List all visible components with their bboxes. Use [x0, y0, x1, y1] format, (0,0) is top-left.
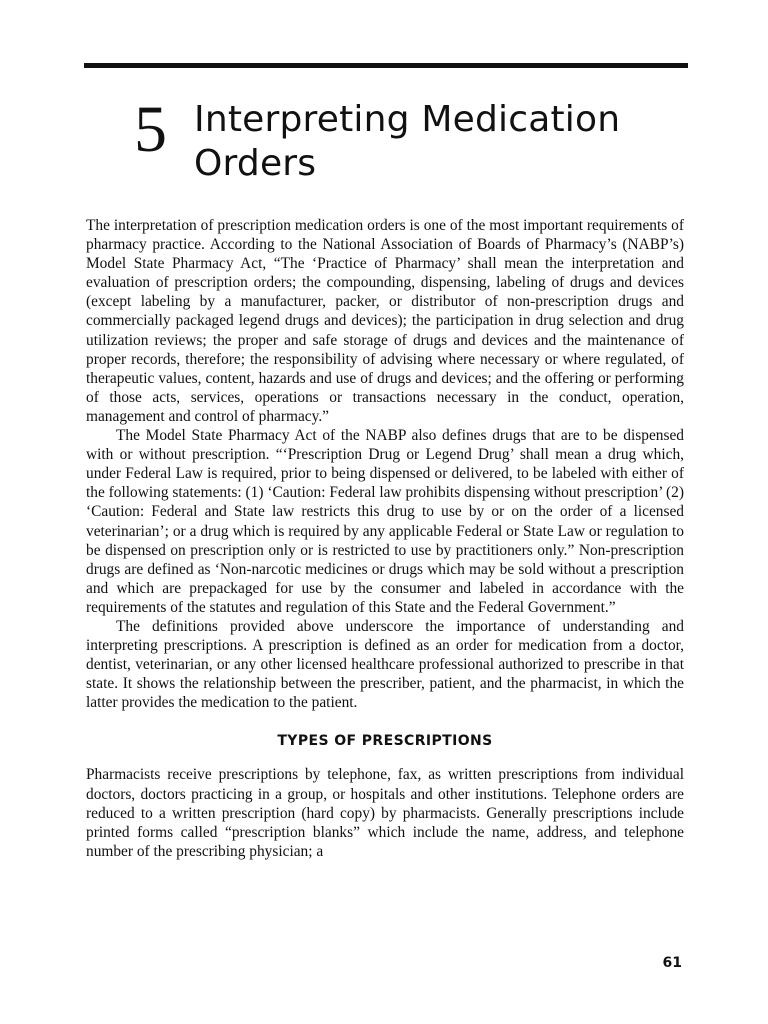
paragraph-3: The definitions provided above underscore the importance of understanding and interpreting prescriptions. A prescription is defined as an order for medication from a doctor, dentist, veterinarian, or any other licensed healthcare professional authorized to prescribe in that state. It shows the relationship between the prescriber, patient, and the pharmacist, in which the latter provides the medication to the patient. [86, 617, 684, 712]
paragraph-1: The interpretation of prescription medication orders is one of the most important requirements of pharmacy practice. According to the National Association of Boards of Pharmacy’s (NABP’s) Model State Pharmacy Act, “The ‘Practice of Pharmacy’ shall mean the interpretation and evaluation of prescription orders; the compounding, dispensing, labeling of drugs and devices (except labeling by a manufacturer, packer, or distributor of non-prescription drugs and commercially packaged legend drugs and devices); the participation in drug selection and drug utilization reviews; the proper and safe storage of drugs and devices and the maintenance of proper records, therefore; the responsibility of advising where necessary or where regulated, of therapeutic values, content, hazards and use of drugs and devices; and the offering or performing of those acts, services, operations or transactions necessary in the conduct, operation, management and control of pharmacy.” [86, 217, 684, 425]
chapter-title: Interpreting Medication Orders [194, 99, 621, 184]
paragraph-2: The Model State Pharmacy Act of the NABP also defines drugs that are to be dispensed with or without prescription. “‘Prescription Drug or Legend Drug’ shall mean a drug which, under Federal Law is required, prior to being dispensed or delivered, to be labeled with either of the following statements: (1) ‘Caution: Federal law prohibits dispensing without prescription’ (2) ‘Caution: Federal and State law restricts this drug to use by or on the order of a licensed veterinarian’; or a drug which is required by any applicable Federal or State Law or regulation to be dispensed on prescription only or is restricted to use by practitioners only.” Non-prescription drugs are defined as ‘Non-narcotic medicines or drugs which may be sold without a prescription and which are prepackaged for use by the consumer and labeled in accordance with the requirements of the statutes and regulation of this State and the Federal Government.” [86, 427, 684, 616]
section-heading: TYPES OF PRESCRIPTIONS [277, 733, 493, 750]
body-text [86, 216, 684, 861]
top-rule [84, 63, 688, 68]
paragraph-4: Pharmacists receive prescriptions by telephone, fax, as written prescriptions from individual doctors, doctors practicing in a group, or hospitals and other institutions. Telephone orders are reduced to a written prescription (hard copy) by pharmacists. Generally prescriptions include printed forms called “prescription blanks” which include the name, address, and telephone number of the prescribing physician; a [86, 766, 684, 860]
chapter-number: 5 [134, 93, 167, 166]
page-number: 61 [662, 955, 682, 971]
chapter-heading [84, 92, 688, 192]
